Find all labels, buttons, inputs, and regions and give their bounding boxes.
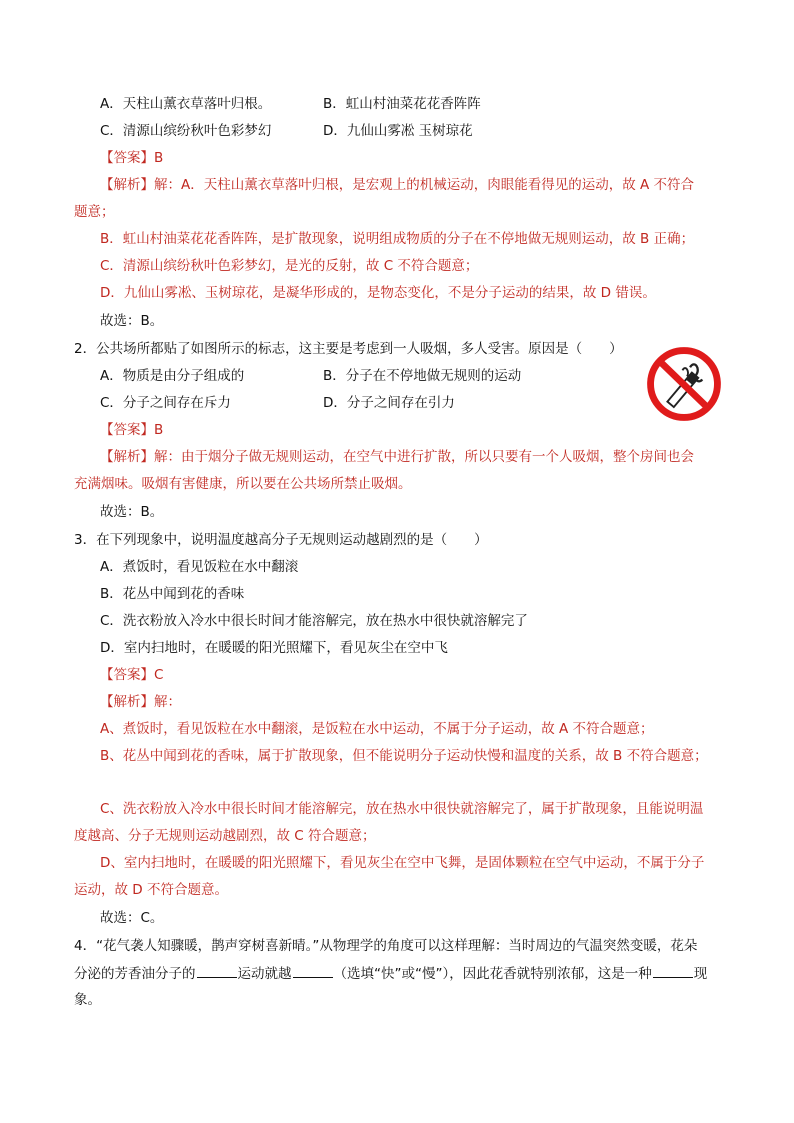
fill-blank-2[interactable] [293,963,333,978]
q2-choose: 故选：B。 [100,504,164,520]
q2-analysis-line-1: 【解析】解：由于烟分子做无规则运动，在空气中进行扩散，所以只要有一个人吸烟，整个房间也会 [100,449,694,465]
q3-option-a: A．煮饭时，看见饭粒在水中翻滚 [100,559,299,575]
q3-option-b: B．花丛中闻到花的香味 [100,586,245,602]
q2-option-b: B．分子在不停地做无规则的运动 [323,368,522,384]
q4-stem-line-1: 4．“花气袭人知骤暖，鹊声穿树喜新晴。”从物理学的角度可以这样理解：当时周边的气温突然变暖，花朵 [74,938,698,954]
answer-value: B [154,150,164,166]
q1-option-d: D．九仙山雾凇 玉树琼花 [323,123,473,139]
q2-option-c: C．分子之间存在斥力 [100,395,231,411]
answer-label: 【答案】 [100,150,154,166]
fill-blank-3[interactable] [653,963,693,978]
q4-stem-line-3: 象。 [74,992,101,1008]
q1-option-c: C．清源山缤纷秋叶色彩梦幻 [100,123,272,139]
q1-choose: 故选：B。 [100,313,164,329]
q3-analysis-c-line-1: C、洗衣粉放入冷水中很长时间才能溶解完，放在热水中很快就溶解完了，属于扩散现象，且能说明温 [100,801,704,817]
q3-choose: 故选：C。 [100,910,164,926]
q1-analysis-line-2: 题意； [74,204,115,220]
q3-analysis-c-line-2: 度越高、分子无规则运动越剧烈，故 C 符合题意； [74,828,376,844]
q3-option-c: C．洗衣粉放入冷水中很长时间才能溶解完，放在热水中很快就溶解完了 [100,613,528,629]
fill-blank-1[interactable] [197,963,237,978]
q1-analysis-c: C．清源山缤纷秋叶色彩梦幻，是光的反射，故 C 不符合题意； [100,258,479,274]
q2-option-d: D．分子之间存在引力 [323,395,455,411]
q3-analysis-b: B、花丛中闻到花的香味，属于扩散现象，但不能说明分子运动快慢和温度的关系，故 B 不符合题意； [100,748,708,764]
q3-analysis-d-line-2: 运动，故 D 不符合题意。 [74,882,228,898]
q3-stem: 3．在下列现象中，说明温度越高分子无规则运动越剧烈的是（ ） [74,532,488,548]
no-smoking-sign-icon [646,346,722,422]
q1-option-b: B．虹山村油菜花花香阵阵 [323,96,481,112]
answer-value: B [154,422,164,438]
analysis-label: 【解析】 [100,694,154,710]
q1-option-a: A．天柱山薰衣草落叶归根。 [100,96,272,112]
q3-answer [100,665,163,685]
q1-analysis-line-1: 【解析】解：A．天柱山薰衣草落叶归根，是宏观上的机械运动，肉眼能看得见的运动，故 A 不符合 [100,177,695,193]
q2-analysis-line-2: 充满烟味。吸烟有害健康，所以要在公共场所禁止吸烟。 [74,476,412,492]
q4-stem-line-2: 分泌的芳香油分子的 运动就越 （选填“快”或“慢”），因此花香就特别浓郁，这是一种 现 [74,963,707,984]
q3-option-d: D．室内扫地时，在暖暖的阳光照耀下，看见灰尘在空中飞 [100,640,448,656]
q1-analysis-d: D．九仙山雾凇、玉树琼花，是凝华形成的，是物态变化，不是分子运动的结果，故 D 错误。 [100,285,656,301]
q2-stem: 2．公共场所都贴了如图所示的标志，这主要是考虑到一人吸烟，多人受害。原因是（ ） [74,341,623,357]
analysis-label: 【解析】 [100,449,154,465]
q2-answer [100,420,163,440]
q3-analysis-line-1: 【解析】解： [100,694,181,710]
answer-value: C [154,667,164,683]
q1-answer [100,148,163,168]
answer-label: 【答案】 [100,422,154,438]
answer-label: 【答案】 [100,667,154,683]
q2-option-a: A．物质是由分子组成的 [100,368,245,384]
q1-analysis-b: B．虹山村油菜花花香阵阵，是扩散现象，说明组成物质的分子在不停地做无规则运动，故 B 正确； [100,231,695,247]
q3-analysis-d-line-1: D、室内扫地时，在暖暖的阳光照耀下，看见灰尘在空中飞舞，是固体颗粒在空气中运动，不属于分子 [100,855,705,871]
q3-analysis-a: A、煮饭时，看见饭粒在水中翻滚，是饭粒在水中运动，不属于分子运动，故 A 不符合题意； [100,721,654,737]
analysis-label: 【解析】 [100,177,154,193]
